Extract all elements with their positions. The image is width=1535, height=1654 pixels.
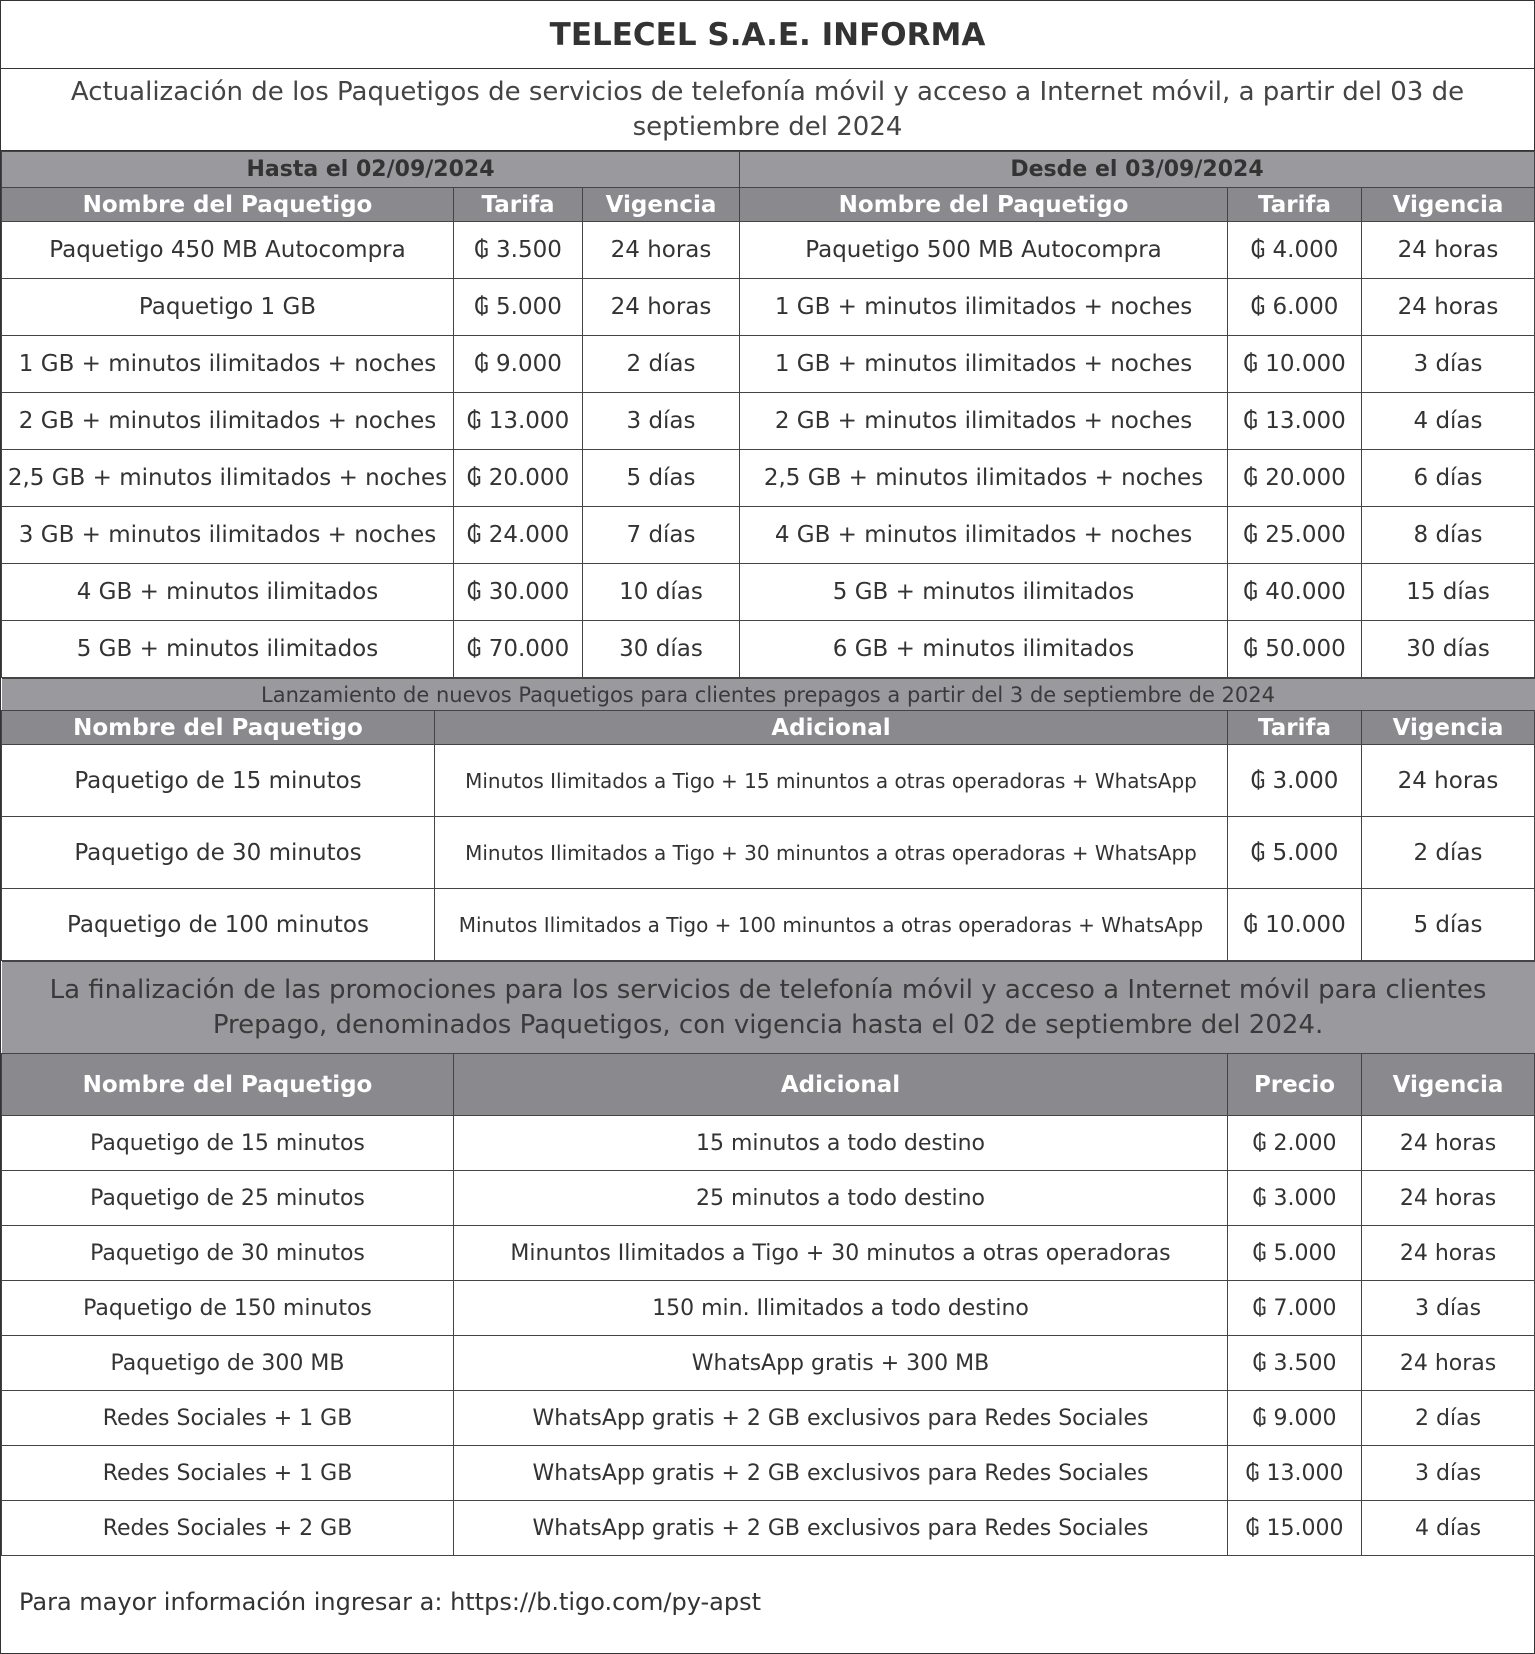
cell-tarifa: ₲ 5.000 [1228,817,1362,889]
col-header-name: Nombre del Paquetigo [2,188,454,222]
col-header-tarifa: Tarifa [454,188,583,222]
cell-new-vigencia: 24 horas [1362,279,1535,336]
cell-old-name: 4 GB + minutos ilimitados [2,564,454,621]
cell-precio: ₲ 5.000 [1228,1226,1362,1281]
cell-old-tarifa: ₲ 24.000 [454,507,583,564]
table-row [2,745,1535,817]
cell-precio: ₲ 3.500 [1228,1336,1362,1391]
cell-tarifa: ₲ 3.000 [1228,745,1362,817]
cell-new-tarifa: ₲ 50.000 [1228,621,1362,678]
cell-vigencia: 4 días [1362,1501,1535,1556]
col-header-adicional: Adicional [435,711,1228,745]
cell-old-vigencia: 5 días [583,450,740,507]
cell-new-name: 2,5 GB + minutos ilimitados + noches [740,450,1228,507]
cell-adicional: Minutos Ilimitados a Tigo + 30 minuntos a otras operadoras + WhatsApp [435,817,1228,889]
cell-adicional: WhatsApp gratis + 300 MB [454,1336,1228,1391]
cell-new-vigencia: 15 días [1362,564,1535,621]
cell-name: Paquetigo de 150 minutos [2,1281,454,1336]
cell-old-tarifa: ₲ 5.000 [454,279,583,336]
footer-label: Para mayor información ingresar a: [19,1588,443,1616]
table-row [2,222,1535,279]
table-row [2,1501,1535,1556]
ending-table [1,961,1535,1556]
cell-new-name: 1 GB + minutos ilimitados + noches [740,279,1228,336]
table-row [2,1446,1535,1501]
cell-precio: ₲ 3.000 [1228,1171,1362,1226]
cell-old-name: Paquetigo 450 MB Autocompra [2,222,454,279]
cell-old-name: 1 GB + minutos ilimitados + noches [2,336,454,393]
cell-old-tarifa: ₲ 30.000 [454,564,583,621]
cell-vigencia: 5 días [1362,889,1535,961]
cell-name: Redes Sociales + 2 GB [2,1501,454,1556]
cell-vigencia: 2 días [1362,1391,1535,1446]
cell-vigencia: 24 horas [1362,1226,1535,1281]
cell-new-tarifa: ₲ 25.000 [1228,507,1362,564]
table-row [2,450,1535,507]
cell-adicional: 25 minutos a todo destino [454,1171,1228,1226]
table-row [2,889,1535,961]
cell-old-tarifa: ₲ 3.500 [454,222,583,279]
cell-new-name: 1 GB + minutos ilimitados + noches [740,336,1228,393]
cell-new-vigencia: 4 días [1362,393,1535,450]
cell-new-vigencia: 8 días [1362,507,1535,564]
col-header-precio: Precio [1228,1054,1362,1116]
cell-old-vigencia: 2 días [583,336,740,393]
cell-old-tarifa: ₲ 9.000 [454,336,583,393]
cell-new-tarifa: ₲ 13.000 [1228,393,1362,450]
cell-adicional: Minutos Ilimitados a Tigo + 15 minuntos a otras operadoras + WhatsApp [435,745,1228,817]
cell-adicional: 150 min. Ilimitados a todo destino [454,1281,1228,1336]
ending-banner: La finalización de las promociones para los servicios de telefonía móvil y acceso a Internet móvil para clientes Prepago, denominados Paquetigos, con vigencia hasta el 02 de septiembre del 2024. [2,962,1535,1054]
table-row [2,1226,1535,1281]
cell-precio: ₲ 7.000 [1228,1281,1362,1336]
cell-name: Redes Sociales + 1 GB [2,1446,454,1501]
before-period-label: Hasta el 02/09/2024 [2,152,740,188]
cell-old-name: 3 GB + minutos ilimitados + noches [2,507,454,564]
cell-vigencia: 2 días [1362,817,1535,889]
cell-adicional: WhatsApp gratis + 2 GB exclusivos para Redes Sociales [454,1501,1228,1556]
cell-old-vigencia: 24 horas [583,222,740,279]
cell-precio: ₲ 15.000 [1228,1501,1362,1556]
col-header-name: Nombre del Paquetigo [2,711,435,745]
cell-old-name: 5 GB + minutos ilimitados [2,621,454,678]
col-header-name: Nombre del Paquetigo [740,188,1228,222]
comparison-table [1,151,1535,678]
cell-new-tarifa: ₲ 4.000 [1228,222,1362,279]
cell-vigencia: 24 horas [1362,1116,1535,1171]
table-row [2,1116,1535,1171]
cell-old-tarifa: ₲ 70.000 [454,621,583,678]
table-row [2,1281,1535,1336]
cell-adicional: 15 minutos a todo destino [454,1116,1228,1171]
table-row [2,564,1535,621]
cell-new-name: 5 GB + minutos ilimitados [740,564,1228,621]
cell-name: Paquetigo de 100 minutos [2,889,435,961]
table-row [2,1336,1535,1391]
table-row [2,336,1535,393]
cell-new-name: 2 GB + minutos ilimitados + noches [740,393,1228,450]
cell-precio: ₲ 2.000 [1228,1116,1362,1171]
cell-new-vigencia: 24 horas [1362,222,1535,279]
cell-name: Paquetigo de 300 MB [2,1336,454,1391]
cell-old-name: Paquetigo 1 GB [2,279,454,336]
cell-name: Paquetigo de 30 minutos [2,1226,454,1281]
cell-old-vigencia: 24 horas [583,279,740,336]
page-subtitle: Actualización de los Paquetigos de servicios de telefonía móvil y acceso a Internet móvil, a partir del 03 de septiembre del 2024 [1,69,1534,151]
cell-old-name: 2 GB + minutos ilimitados + noches [2,393,454,450]
table-row [2,621,1535,678]
cell-old-tarifa: ₲ 20.000 [454,450,583,507]
cell-precio: ₲ 13.000 [1228,1446,1362,1501]
col-header-name: Nombre del Paquetigo [2,1054,454,1116]
table-row [2,1171,1535,1226]
cell-precio: ₲ 9.000 [1228,1391,1362,1446]
cell-old-vigencia: 30 días [583,621,740,678]
cell-old-name: 2,5 GB + minutos ilimitados + noches [2,450,454,507]
cell-name: Redes Sociales + 1 GB [2,1391,454,1446]
cell-vigencia: 3 días [1362,1446,1535,1501]
page-title: TELECEL S.A.E. INFORMA [1,1,1534,69]
col-header-tarifa: Tarifa [1228,711,1362,745]
cell-old-tarifa: ₲ 13.000 [454,393,583,450]
table-row [2,1391,1535,1446]
footer-link[interactable]: https://b.tigo.com/py-apst [450,1588,762,1616]
launch-table [1,678,1535,961]
cell-new-tarifa: ₲ 6.000 [1228,279,1362,336]
table-row [2,507,1535,564]
table-row [2,393,1535,450]
col-header-vigencia: Vigencia [583,188,740,222]
cell-adicional: Minutos Ilimitados a Tigo + 100 minuntos a otras operadoras + WhatsApp [435,889,1228,961]
cell-vigencia: 24 horas [1362,1336,1535,1391]
cell-name: Paquetigo de 15 minutos [2,1116,454,1171]
cell-adicional: WhatsApp gratis + 2 GB exclusivos para Redes Sociales [454,1391,1228,1446]
col-header-adicional: Adicional [454,1054,1228,1116]
cell-tarifa: ₲ 10.000 [1228,889,1362,961]
cell-name: Paquetigo de 15 minutos [2,745,435,817]
col-header-tarifa: Tarifa [1228,188,1362,222]
cell-new-name: 6 GB + minutos ilimitados [740,621,1228,678]
cell-old-vigencia: 7 días [583,507,740,564]
cell-vigencia: 24 horas [1362,1171,1535,1226]
cell-old-vigencia: 10 días [583,564,740,621]
cell-name: Paquetigo de 30 minutos [2,817,435,889]
cell-vigencia: 24 horas [1362,745,1535,817]
launch-banner: Lanzamiento de nuevos Paquetigos para clientes prepagos a partir del 3 de septiembre de 2024 [2,679,1535,711]
cell-adicional: Minuntos Ilimitados a Tigo + 30 minutos a otras operadoras [454,1226,1228,1281]
cell-new-tarifa: ₲ 10.000 [1228,336,1362,393]
cell-name: Paquetigo de 25 minutos [2,1171,454,1226]
table-row [2,279,1535,336]
col-header-vigencia: Vigencia [1362,1054,1535,1116]
cell-new-tarifa: ₲ 20.000 [1228,450,1362,507]
col-header-vigencia: Vigencia [1362,188,1535,222]
cell-new-vigencia: 6 días [1362,450,1535,507]
cell-new-vigencia: 3 días [1362,336,1535,393]
cell-new-vigencia: 30 días [1362,621,1535,678]
cell-new-name: 4 GB + minutos ilimitados + noches [740,507,1228,564]
cell-old-vigencia: 3 días [583,393,740,450]
cell-new-name: Paquetigo 500 MB Autocompra [740,222,1228,279]
cell-adicional: WhatsApp gratis + 2 GB exclusivos para Redes Sociales [454,1446,1228,1501]
cell-new-tarifa: ₲ 40.000 [1228,564,1362,621]
table-row [2,817,1535,889]
col-header-vigencia: Vigencia [1362,711,1535,745]
footer [1,1556,1534,1648]
after-period-label: Desde el 03/09/2024 [740,152,1535,188]
cell-vigencia: 3 días [1362,1281,1535,1336]
